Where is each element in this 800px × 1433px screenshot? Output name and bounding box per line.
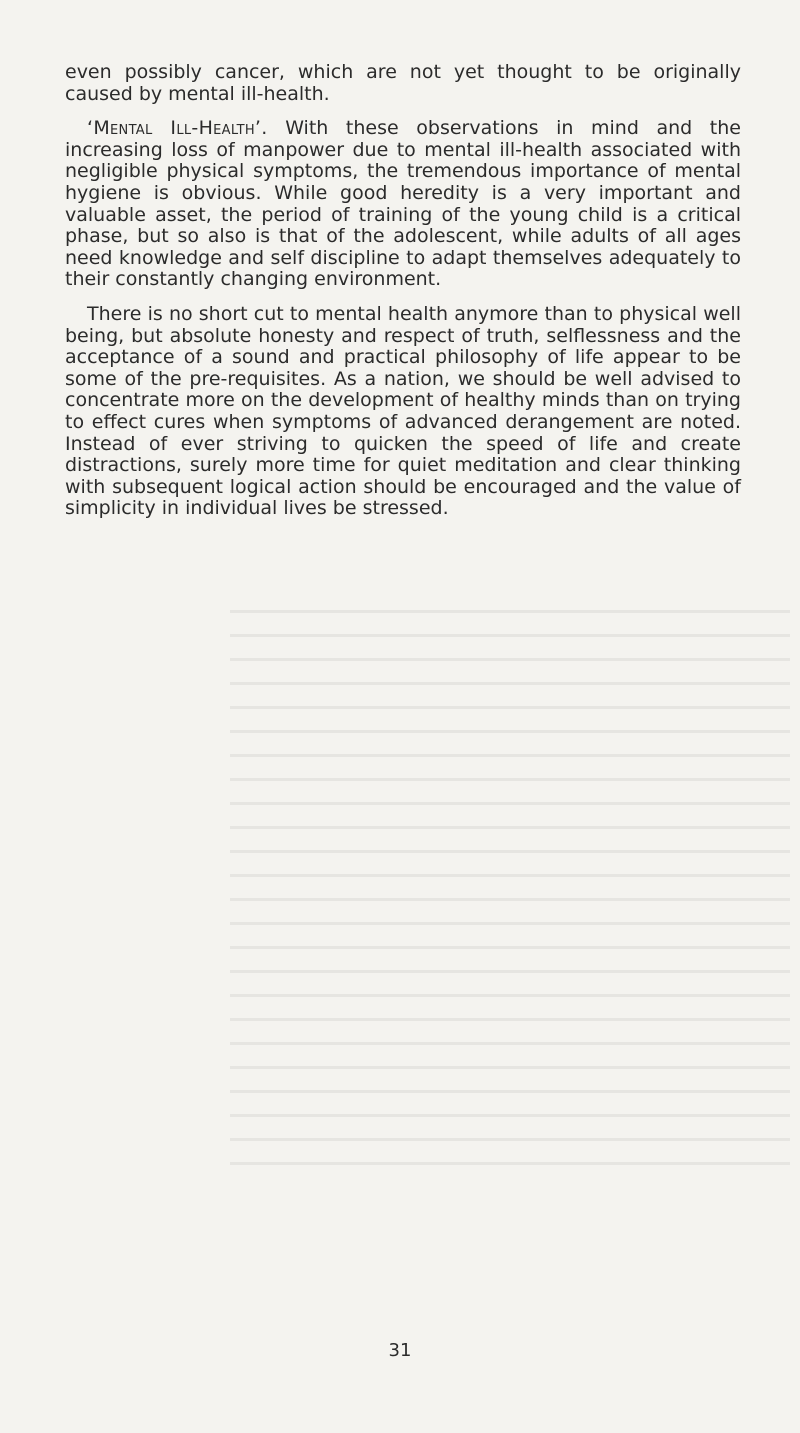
paragraph-mental-ill-health-body: With these observations in mind and the increasing loss of manpower due to mental ill-health associated with negligible physical symptoms, the tremendous importance of mental hygiene is obvious. While good heredity is a very important and valuable asset, the period of training of the young child is a critical phase, but so also is that of the adolescent, while adults of all ages need knowledge and self discipline to adapt themselves adequately to their constantly changing environment. [65,117,741,291]
body-text [65,62,741,533]
section-heading-mental-ill-health: ‘Mental Ill-Health’. [87,117,268,140]
paragraph-continuation: even possibly cancer, which are not yet thought to be originally caused by mental ill-health. [65,61,741,105]
show-through-texture [230,610,790,1170]
paragraph-mental-ill-health [65,118,741,291]
page-number: 31 [388,1340,412,1361]
paragraph-no-short-cut: There is no short cut to mental health anymore than to physical well being, but absolute honesty and respect of truth, selflessness and the acceptance of a sound and practical philosophy of life appear to be some of the pre-requisites. As a nation, we should be well advised to concentrate more on the development of healthy minds than on trying to effect cures when symptoms of advanced derangement are noted. Instead of ever striving to quicken the speed of life and create distractions, surely more time for quiet meditation and clear thinking with subsequent logical action should be encouraged and the value of simplicity in individual lives be stressed. [65,302,741,520]
